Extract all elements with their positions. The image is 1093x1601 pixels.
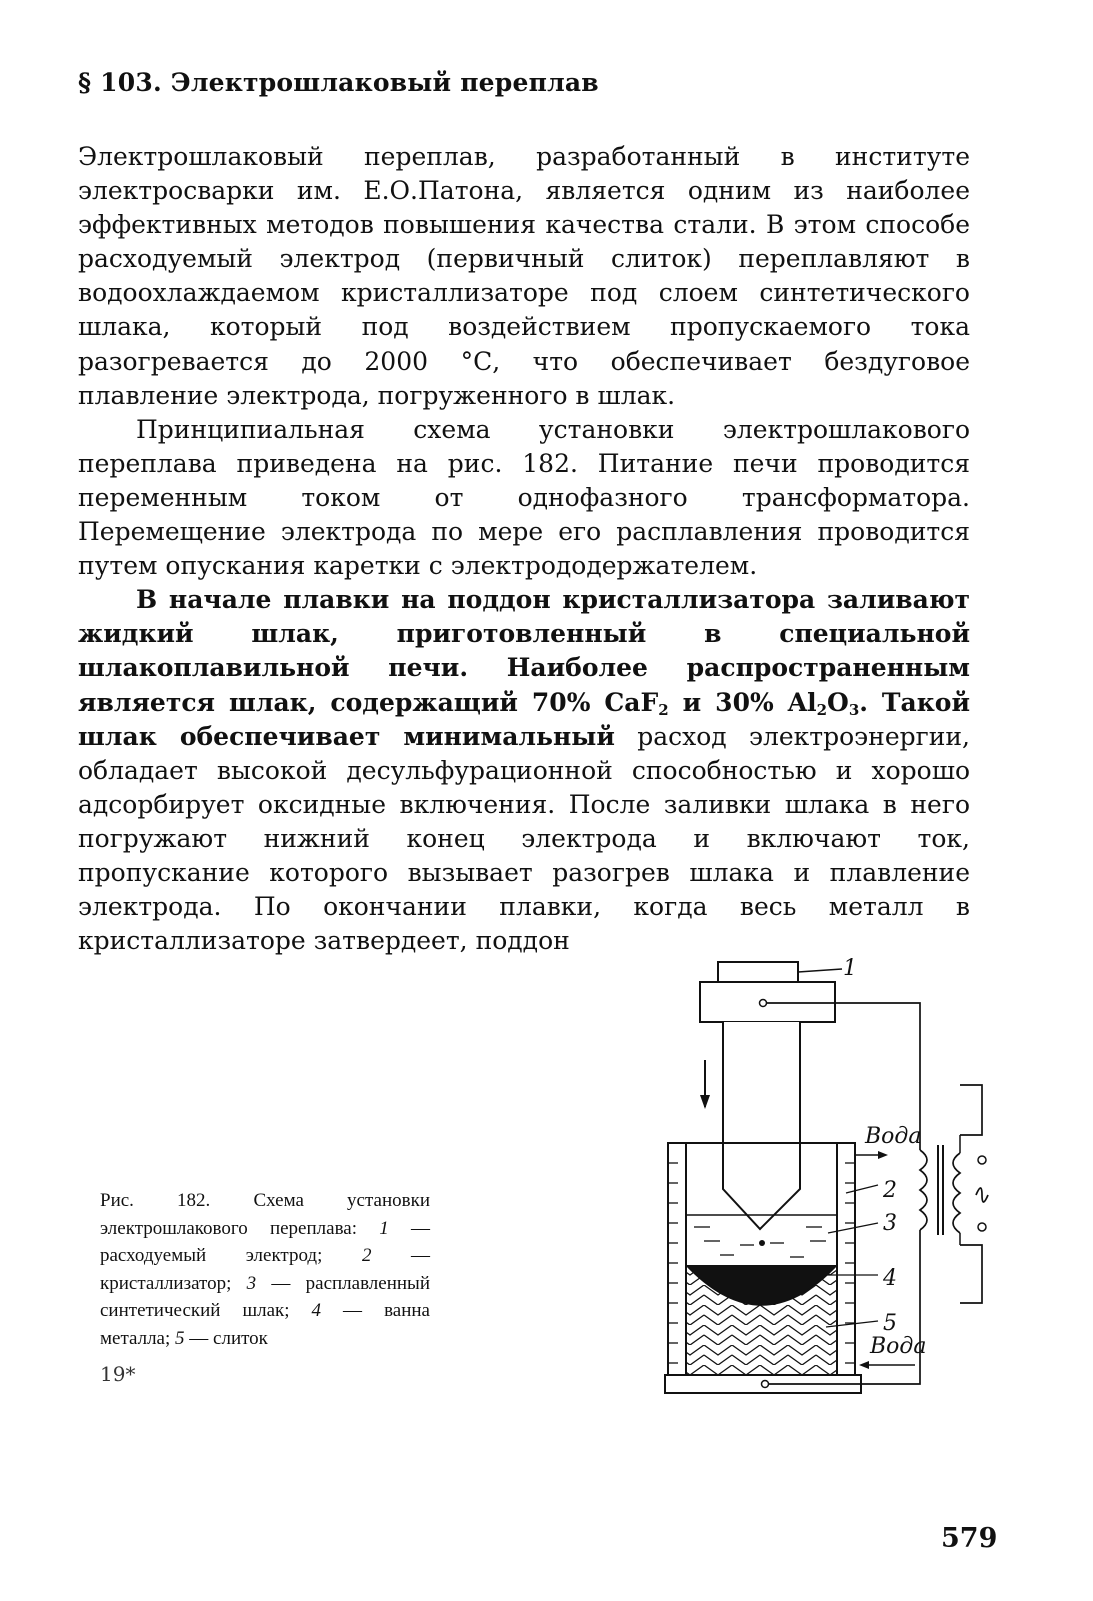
- base-terminal: [762, 1381, 769, 1388]
- label-water-bottom: Вода: [870, 1334, 927, 1359]
- metal-droplet: [759, 1240, 765, 1246]
- signature-mark: 19*: [100, 1362, 136, 1386]
- transformer-secondary-coil: [953, 1153, 960, 1233]
- label-4: 4: [883, 1266, 897, 1291]
- caption-item-2-num: 2: [361, 1245, 372, 1266]
- paragraph-3-bold-part-1: В начале плавки на поддон кристаллизатора заливают жидкий шлак, приготовленный в специальной шлакоплавильной печи. Наиболее распространенным является шлак, содержащий 70% CaF: [78, 585, 970, 717]
- figure-caption: [100, 1187, 430, 1352]
- caption-item-5-text: — слиток: [184, 1327, 268, 1349]
- electrode-terminal: [760, 1000, 767, 1007]
- label-water-top: Вода: [865, 1124, 922, 1149]
- electrode-holder: [700, 982, 835, 1022]
- section-heading: § 103. Электрошлаковый переплав: [78, 68, 599, 97]
- electrode-clamp-top: [718, 962, 798, 982]
- caption-item-5-num: 5: [175, 1327, 185, 1349]
- transformer-primary-coil: [920, 1150, 927, 1230]
- caption-item-4-text: — ванна металла;: [100, 1300, 430, 1349]
- paragraph-3: [78, 583, 970, 958]
- label-1: 1: [843, 956, 857, 981]
- body-text: [78, 140, 970, 958]
- caption-item-3-text: — расплавленный синтетический шлак;: [100, 1272, 430, 1321]
- caption-item-4-num: 4: [311, 1300, 322, 1321]
- subscript-caf2: 2: [658, 700, 669, 719]
- ac-supply-bracket: [960, 1085, 982, 1445]
- paragraph-2: Принципиальная схема установки электрошлакового переплава приведена на рис. 182. Питание печи проводится переменным током от однофазного трансформатора. Перемещение электрода по мере его расплавления проводится путем опускания каретки с электрододержателем.: [78, 414, 970, 581]
- paragraph-3-bold-part-3: O: [827, 687, 849, 717]
- subscript-al2: 2: [816, 700, 828, 719]
- caption-item-1-num: 1: [379, 1217, 389, 1239]
- lead-line-1: [798, 969, 842, 972]
- caption-prefix: Рис. 182. Схема установки электрошлакового переплава:: [100, 1190, 430, 1239]
- water-outlet-arrow-head-icon: [878, 1151, 888, 1159]
- paragraph-1: Электрошлаковый переплав, разработанный в институте электросварки им. Е.О.Патона, является одним из наиболее эффективных методов повышения качества стали. В этом способе расходуемый электрод (первичный слиток) переплавляют в водоохлаждаемом кристаллизаторе под слоем синтетического шлака, который под воздействием пропускаемого тока разогревается до 2000 °С, что обеспечивает бездуговое плавление электрода, погруженного в шлак.: [78, 142, 970, 410]
- consumable-electrode: [723, 1022, 800, 1229]
- caption-item-1-text: — расходуемый электрод;: [100, 1217, 431, 1266]
- label-3: 3: [883, 1211, 897, 1236]
- label-5: 5: [883, 1311, 897, 1336]
- ac-terminal-top: [978, 1156, 986, 1164]
- paragraph-3-regular-part: расход электроэнергии, обладает высокой десульфурационной способностью и хорошо адсорбирует оксидные включения. После заливки шлака в него погружают нижний конец электрода и включают ток, пропускание которого вызывает разогрев шлака и плавление электрода. По окончании плавки, когда весь металл в кристаллизаторе затвердеет, поддон: [78, 721, 970, 956]
- ac-tilde-icon: [976, 1188, 988, 1202]
- down-arrow-head-icon: [700, 1095, 710, 1109]
- page-number: 579: [941, 1523, 998, 1554]
- paragraph-3-bold-part-4: . Такой шлак обеспечивает минимальный: [78, 687, 970, 751]
- mould-wall-left: [668, 1143, 686, 1375]
- caption-item-3-num: 3: [246, 1272, 257, 1294]
- label-2: 2: [883, 1178, 897, 1203]
- subscript-o3: 3: [848, 700, 860, 719]
- water-inlet-arrow-head-icon: [859, 1361, 869, 1369]
- ac-terminal-bottom: [978, 1223, 986, 1231]
- paragraph-3-bold-part-2: и 30% Al: [668, 687, 817, 717]
- esr-schematic-diagram: [620, 945, 1020, 1445]
- ac-supply-line: [960, 1085, 982, 1303]
- mould-wall-right: [837, 1143, 855, 1375]
- caption-item-2-text: — кристаллизатор;: [100, 1245, 431, 1294]
